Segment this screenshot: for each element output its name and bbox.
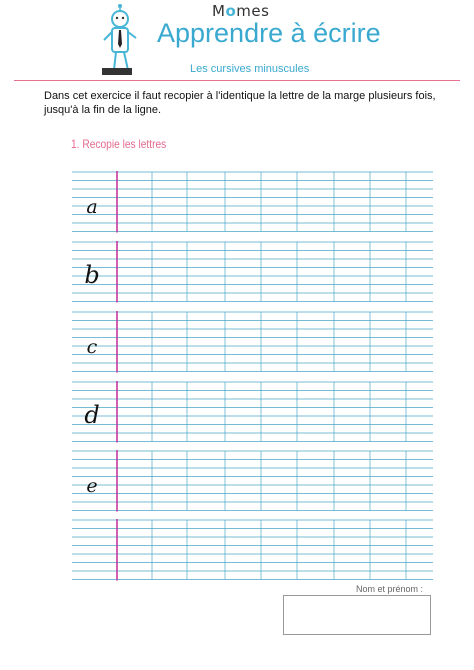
page-subtitle: Les cursives minuscules (190, 63, 310, 75)
instructions-text: Dans cet exercice il faut recopier à l'identique la lettre de la marge plusieurs fois, jusqu'à la fin de la ligne. (44, 90, 436, 116)
model-letter: c (86, 335, 98, 358)
name-field[interactable] (283, 595, 431, 635)
brand-accent: o (225, 2, 237, 20)
model-letter: b (84, 260, 100, 289)
name-label: Nom et prénom : (356, 584, 424, 594)
model-letter: d (84, 400, 100, 429)
brand-suffix: mes (236, 2, 270, 20)
model-letter: a (86, 195, 98, 218)
brand-prefix: M (212, 2, 226, 20)
page-title: Apprendre à écrire (157, 18, 381, 48)
exercise-title: 1. Recopie les lettres (71, 137, 167, 151)
model-letter: e (86, 474, 98, 497)
